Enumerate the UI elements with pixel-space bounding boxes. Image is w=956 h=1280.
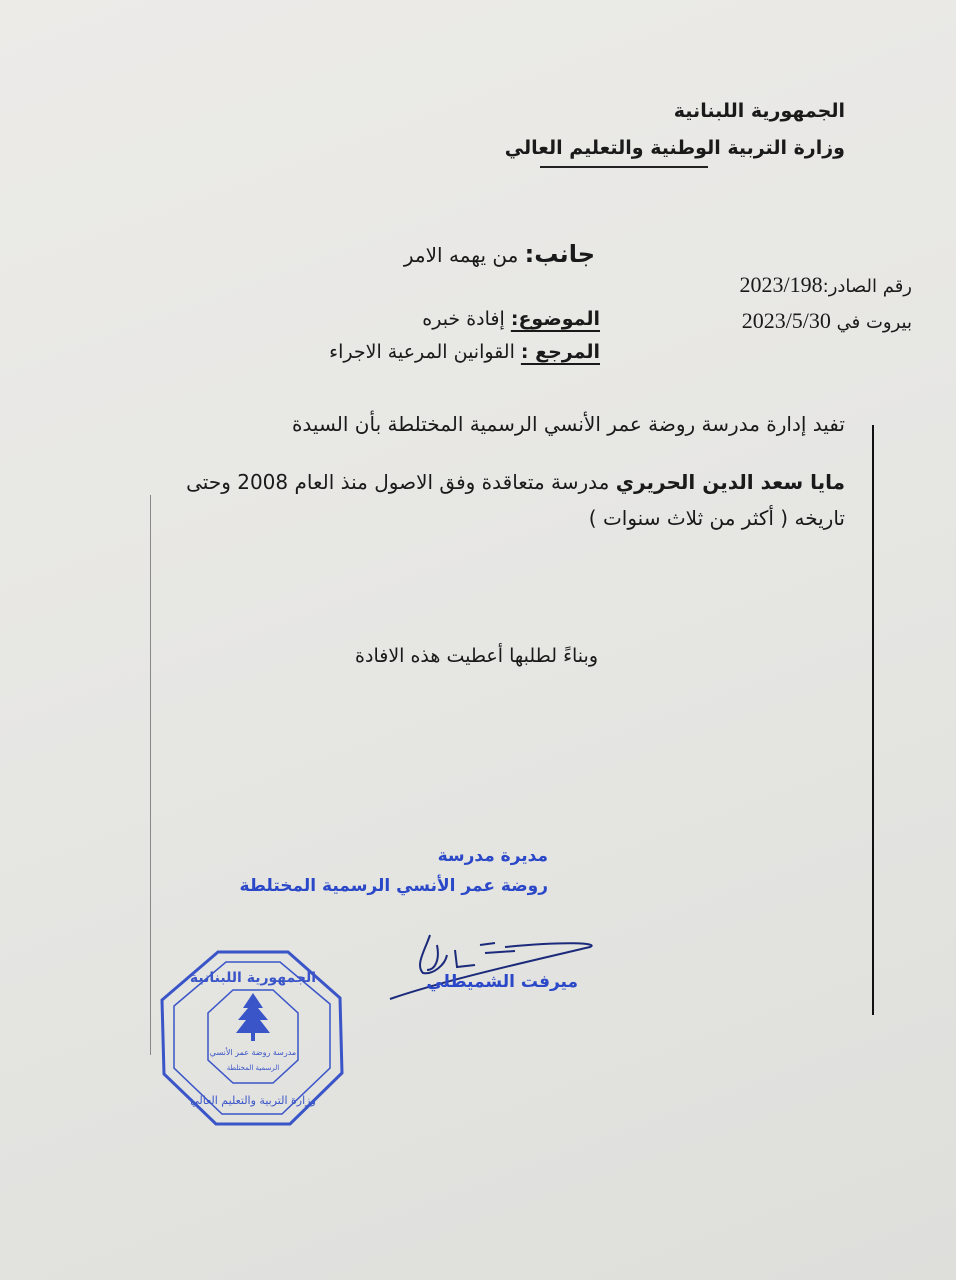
handwritten-signature <box>385 925 605 1005</box>
official-stamp <box>158 948 348 1128</box>
subject <box>422 308 600 330</box>
date-label: بيروت في <box>836 312 912 333</box>
addressee-label: جانب: <box>524 240 595 268</box>
body-line-3: تاريخه ( أكثر من ثلاث سنوات ) <box>588 506 845 530</box>
ref-number <box>740 272 912 298</box>
subject-label: الموضوع: <box>510 308 600 330</box>
body-line-1: تفيد إدارة مدرسة روضة عمر الأنسي الرسمية المختلطة بأن السيدة <box>291 412 845 436</box>
date <box>742 308 912 334</box>
body-line-2-text: مدرسة متعاقدة وفق الاصول منذ العام 2008 وحتى <box>186 470 616 494</box>
ref-number-value: 2023/198 <box>739 272 823 297</box>
reference-label: المرجع : <box>520 341 600 363</box>
signature-title: مديرة مدرسة <box>437 846 548 866</box>
closing-line: وبناءً لطلبها أعطيت هذه الافادة <box>355 645 598 667</box>
margin-line-right <box>872 425 874 1015</box>
reference <box>329 341 600 363</box>
body-line-2 <box>186 470 845 494</box>
margin-line-left <box>150 495 151 1055</box>
stamp-inner-line-2: الرسمية المختلطة <box>226 1064 280 1072</box>
header-underline <box>540 166 708 168</box>
addressee-value: من يهمه الامر <box>403 243 519 267</box>
stamp-outer-top: الجمهورية اللبنانية <box>189 970 317 986</box>
addressee <box>404 240 595 268</box>
header-republic: الجمهورية اللبنانية <box>673 100 845 122</box>
ref-number-label: رقم الصادر: <box>822 276 912 297</box>
date-value: 2023/5/30 <box>741 308 831 333</box>
signature-name: ميرفت الشميطلي <box>426 972 578 992</box>
header-ministry: وزارة التربية الوطنية والتعليم العالي <box>504 137 845 159</box>
signature-school: روضة عمر الأنسي الرسمية المختلطة <box>239 876 548 896</box>
reference-value: القوانين المرعية الاجراء <box>329 341 515 363</box>
stamp-outer-bottom: وزارة التربية والتعليم العالي <box>190 1094 316 1107</box>
subject-value: إفادة خبره <box>422 308 505 330</box>
employee-name: مايا سعد الدين الحريري <box>615 470 845 494</box>
stamp-inner-line-1: مدرسة روضة عمر الأنسي <box>209 1048 297 1057</box>
